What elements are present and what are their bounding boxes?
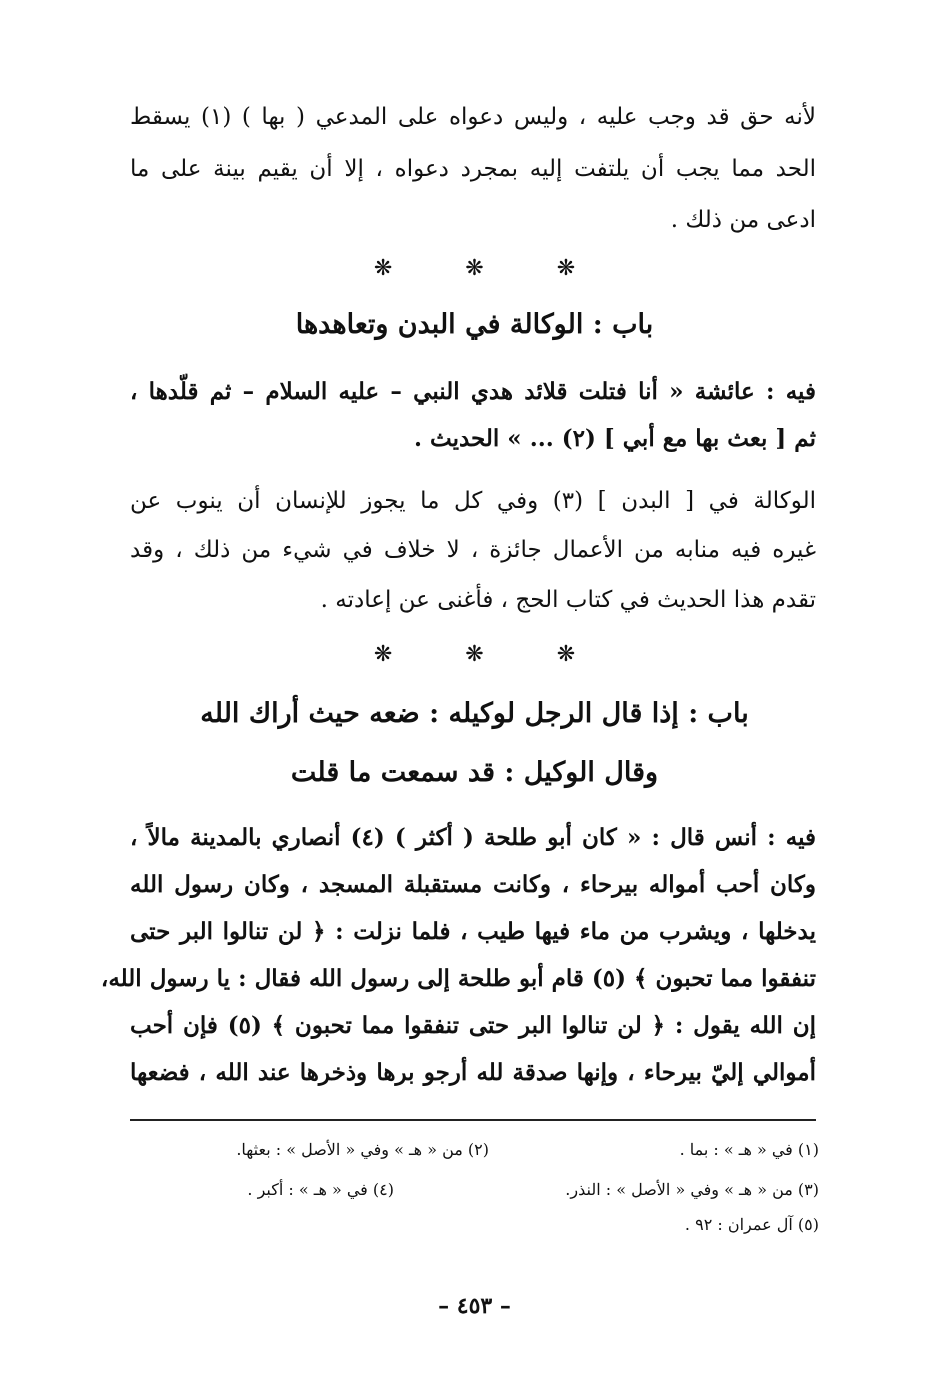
footnote: (٥) آل عمران : ٩٢ . (684, 1215, 819, 1234)
asterism-icon: ❋ (373, 256, 393, 281)
hadith-line: وكان أحب أمواله بيرحاء ، وكانت مستقبلة المسجد ، وكان رسول الله (130, 871, 816, 898)
footnote-divider (130, 1119, 816, 1121)
hadith-line: أموالي إليّ بيرحاء ، وإنها صدقة لله أرجو برها وذخرها عند الله ، فضعها (130, 1059, 816, 1086)
asterism-icon: ❋ (373, 642, 393, 667)
paragraph-line: لأنه حق قد وجب عليه ، وليس دعواه على المدعي ( بها ) (١) يسقط (130, 104, 816, 130)
paragraph-line: الوكالة في [ البدن ] (٣) وفي كل ما يجوز للإنسان أن ينوب عن (130, 488, 816, 514)
paragraph-line: تقدم هذا الحديث في كتاب الحج ، فأغنى عن إعادته . (320, 587, 816, 613)
section-separator (0, 256, 949, 281)
paragraph-line: غيره فيه منابه من الأعمال جائزة ، لا خلاف في شيء من ذلك ، وقد (130, 537, 816, 563)
hadith-line: ثم [ بعث بها مع أبي ] (٢) ... » الحديث . (413, 425, 816, 452)
asterism-icon: ❋ (465, 256, 484, 281)
paragraph-line: ادعى من ذلك . (670, 207, 816, 233)
footnote: (١) في « هـ » : بما . (679, 1140, 819, 1159)
paragraph-line: الحد مما يجب أن يلتفت إليه بمجرد دعواه ، إلا أن يقيم بينة على ما (130, 156, 816, 182)
chapter-heading: وقال الوكيل : قد سمعت ما قلت (290, 757, 659, 788)
asterism-icon: ❋ (465, 642, 484, 667)
hadith-line: إن الله يقول : ﴿ لن تنالوا البر حتى تنفقوا مما تحبون ﴾ (٥) فإن أحب (130, 1012, 816, 1039)
hadith-line: يدخلها ، ويشرب من ماء فيها طيب ، فلما نزلت : ﴿ لن تنالوا البر حتى (130, 918, 816, 945)
asterism-icon: ❋ (556, 642, 576, 667)
section-separator (0, 642, 949, 667)
chapter-heading: باب : إذا قال الرجل لوكيله : ضعه حيث أراك الله (200, 698, 749, 729)
footnote: (٤) في « هـ » : أكبر . (247, 1180, 394, 1199)
asterism-icon: ❋ (556, 256, 576, 281)
chapter-heading: باب : الوكالة في البدن وتعاهدها (295, 309, 654, 340)
footnote: (٢) من « هـ » وفي « الأصل » : بعثها. (236, 1140, 489, 1159)
hadith-line: فيه : أنس قال : « كان أبو طلحة ( أكثر ) (٤) أنصاري بالمدينة مالاً ، (130, 824, 817, 851)
hadith-line: تنفقوا مما تحبون ﴾ (٥) قام أبو طلحة إلى رسول الله فقال : يا رسول الله، (100, 965, 816, 992)
footnote: (٣) من « هـ » وفي « الأصل » : النذر. (565, 1180, 819, 1199)
hadith-line: فيه : عائشة « أنا فتلت قلائد هدي النبي – عليه السلام – ثم قلّدها ، (130, 378, 816, 405)
page-number: – ٤٥٣ – (438, 1293, 511, 1319)
